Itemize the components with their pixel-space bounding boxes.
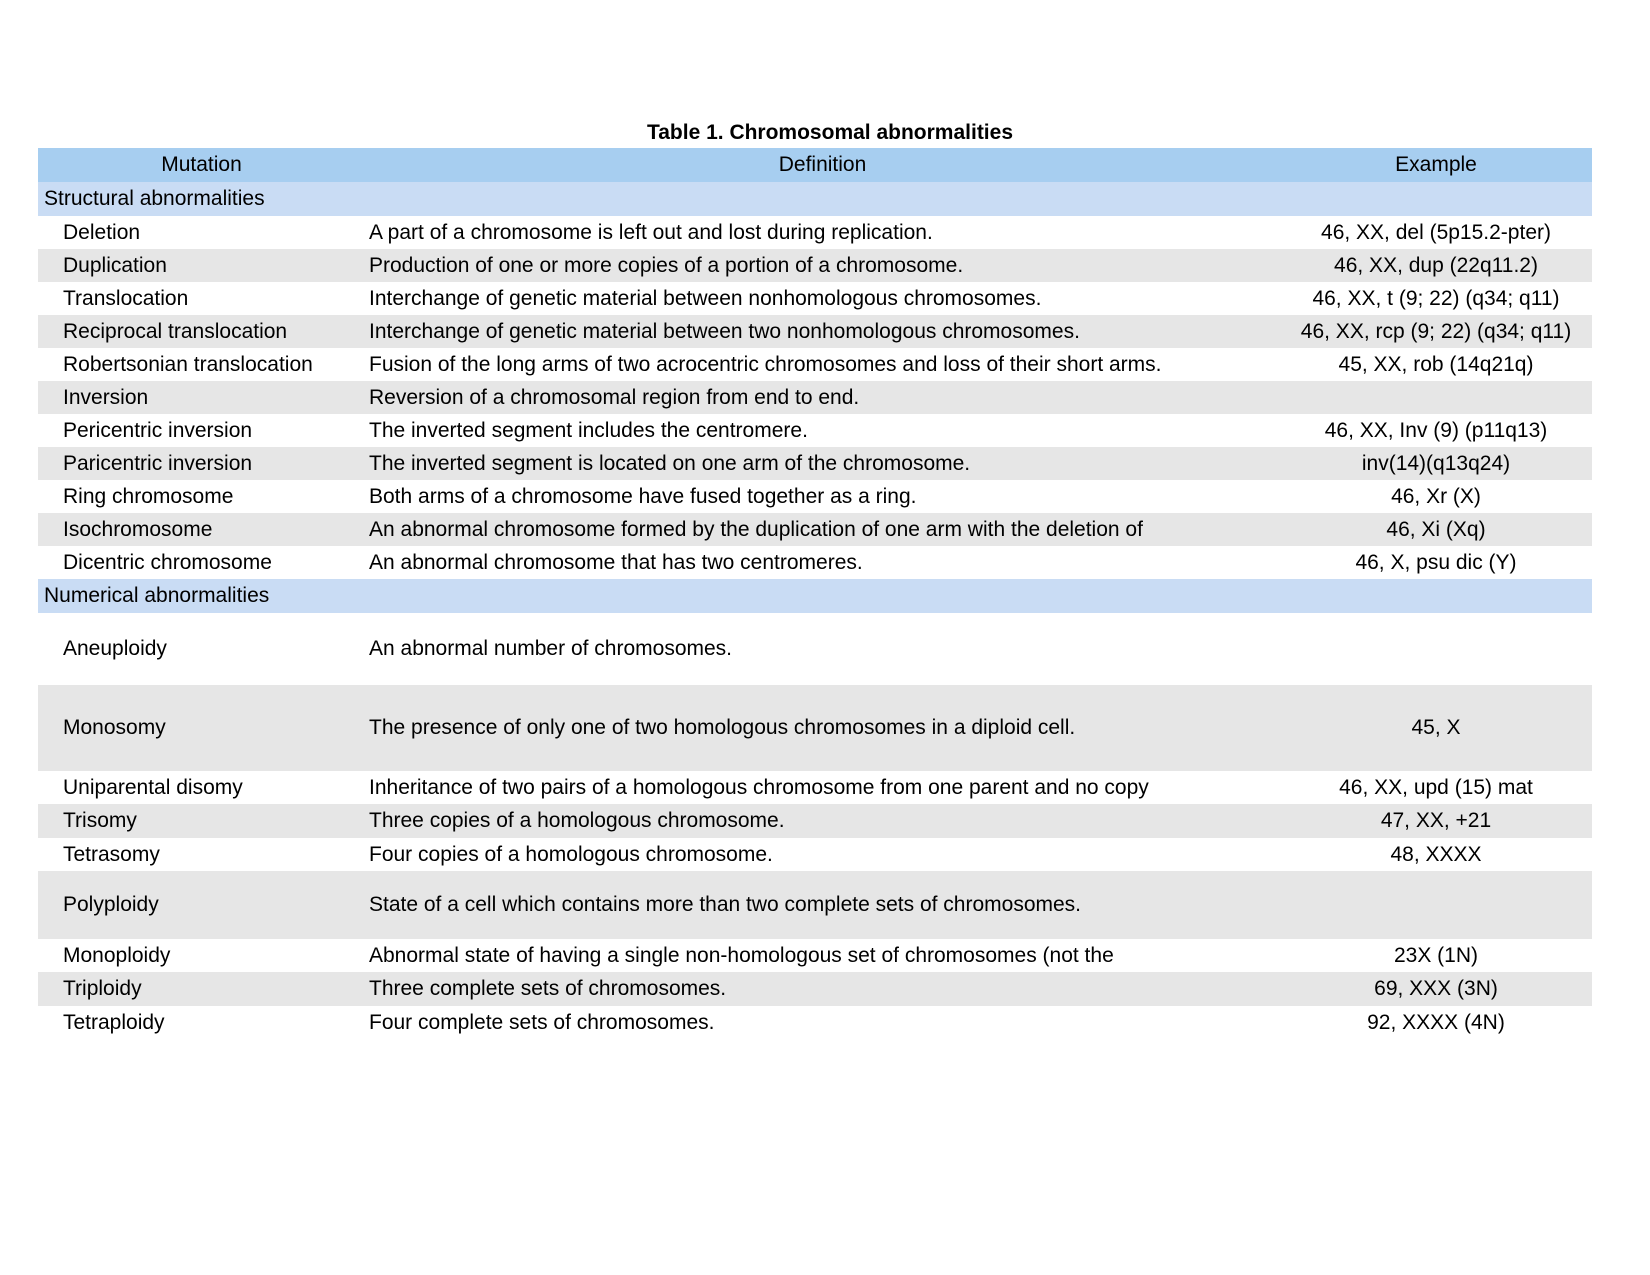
column-header-mutation: Mutation (161, 153, 242, 176)
example-cell: 69, XXX (3N) (1374, 977, 1498, 1000)
definition-cell: Four copies of a homologous chromosome. (369, 842, 773, 866)
table-row (38, 1006, 1592, 1040)
example-cell: 46, XX, dup (22q11.2) (1334, 253, 1538, 277)
definition-cell: Four complete sets of chromosomes. (369, 1011, 715, 1034)
definition-cell: Three complete sets of chromosomes. (369, 977, 727, 1000)
definition-cell: Abnormal state of having a single non-homologous set of chromosomes (not the (369, 943, 1114, 967)
example-cell: 46, XX, Inv (9) (p11q13) (1324, 418, 1548, 442)
example-cell: 47, XX, +21 (1380, 809, 1492, 832)
table-row (38, 804, 1592, 838)
definition-cell: Interchange of genetic material between nonhomologous chromosomes. (369, 286, 1042, 310)
mutation-cell: Triploidy (63, 977, 142, 1000)
table-row (38, 546, 1592, 579)
table-row (38, 939, 1592, 972)
mutation-cell: Tetraploidy (63, 1011, 165, 1034)
definition-cell: The inverted segment includes the centromere. (369, 418, 808, 442)
example-cell: 46, Xi (Xq) (1386, 517, 1486, 541)
example-cell: 45, X (1411, 716, 1461, 739)
table-row (38, 613, 1592, 685)
definition-cell: State of a cell which contains more than two complete sets of chromosomes. (369, 893, 1082, 916)
definition-cell: An abnormal chromosome formed by the duplication of one arm with the deletion of (369, 517, 1143, 541)
example-cell: 45, XX, rob (14q21q) (1338, 352, 1534, 376)
section-row-structural (38, 182, 1592, 216)
example-cell: 48, XXXX (1390, 842, 1482, 866)
table-caption: Table 1. Chromosomal abnormalities (646, 121, 1014, 144)
mutation-cell: Inversion (63, 385, 149, 409)
mutation-cell: Tetrasomy (63, 842, 160, 866)
definition-cell: Reversion of a chromosomal region from end to end. (369, 385, 860, 409)
column-header-definition: Definition (778, 153, 867, 176)
mutation-cell: Deletion (63, 220, 141, 244)
definition-cell: Both arms of a chromosome have fused together as a ring. (369, 484, 917, 508)
example-cell: 46, XX, rcp (9; 22) (q34; q11) (1300, 319, 1572, 343)
mutation-cell: Pericentric inversion (63, 418, 253, 442)
table-row (38, 685, 1592, 771)
mutation-cell: Trisomy (63, 809, 137, 832)
mutation-cell: Translocation (63, 286, 189, 310)
example-cell: 92, XXXX (4N) (1367, 1011, 1505, 1034)
table-row (38, 282, 1592, 315)
example-cell: 46, Xr (X) (1391, 484, 1481, 508)
table-row (38, 871, 1592, 939)
definition-cell: An abnormal chromosome that has two centromeres. (369, 550, 863, 574)
section-title: Numerical abnormalities (44, 584, 270, 607)
mutation-cell: Reciprocal translocation (63, 319, 288, 343)
mutation-cell: Uniparental disomy (63, 775, 243, 799)
definition-cell: Three copies of a homologous chromosome. (369, 809, 785, 832)
example-cell: 46, XX, upd (15) mat (1339, 775, 1533, 799)
example-cell: 46, XX, t (9; 22) (q34; q11) (1312, 286, 1560, 310)
chromosomal-abnormalities-table (38, 118, 1592, 1040)
table-row (38, 216, 1592, 249)
mutation-cell: Robertsonian translocation (63, 352, 313, 376)
mutation-cell: Polyploidy (63, 893, 159, 916)
table-row (38, 838, 1592, 871)
mutation-cell: Dicentric chromosome (63, 550, 272, 574)
section-row-numerical (38, 579, 1592, 613)
table-row (38, 315, 1592, 348)
definition-cell: Interchange of genetic material between two nonhomologous chromosomes. (369, 319, 1080, 343)
mutation-cell: Duplication (63, 253, 167, 277)
mutation-cell: Ring chromosome (63, 484, 234, 508)
table-row (38, 513, 1592, 546)
definition-cell: An abnormal number of chromosomes. (369, 637, 732, 660)
example-cell: inv(14)(q13q24) (1361, 451, 1511, 475)
definition-cell: A part of a chromosome is left out and lost during replication. (369, 220, 933, 244)
table-row (38, 972, 1592, 1006)
example-cell: 46, X, psu dic (Y) (1355, 550, 1517, 574)
definition-cell: The inverted segment is located on one arm of the chromosome. (369, 451, 971, 475)
table-row (38, 348, 1592, 381)
mutation-cell: Paricentric inversion (63, 451, 253, 475)
definition-cell: Inheritance of two pairs of a homologous chromosome from one parent and no copy (369, 775, 1149, 799)
definition-cell: Fusion of the long arms of two acrocentric chromosomes and loss of their short arms. (369, 352, 1162, 376)
table-header-row (38, 148, 1592, 182)
table-row (38, 414, 1592, 447)
mutation-cell: Aneuploidy (63, 637, 167, 660)
example-cell: 23X (1N) (1393, 943, 1479, 967)
definition-cell: Production of one or more copies of a portion of a chromosome. (369, 253, 964, 277)
mutation-cell: Monosomy (63, 716, 166, 739)
section-title: Structural abnormalities (44, 187, 265, 210)
definition-cell: The presence of only one of two homologous chromosomes in a diploid cell. (369, 716, 1076, 739)
mutation-cell: Monoploidy (63, 943, 171, 967)
column-header-example: Example (1395, 153, 1477, 176)
table-row (38, 480, 1592, 513)
table-row (38, 771, 1592, 804)
table-row (38, 447, 1592, 480)
mutation-cell: Isochromosome (63, 517, 213, 541)
table-row (38, 381, 1592, 414)
table-row (38, 249, 1592, 282)
example-cell: 46, XX, del (5p15.2-pter) (1321, 220, 1551, 244)
